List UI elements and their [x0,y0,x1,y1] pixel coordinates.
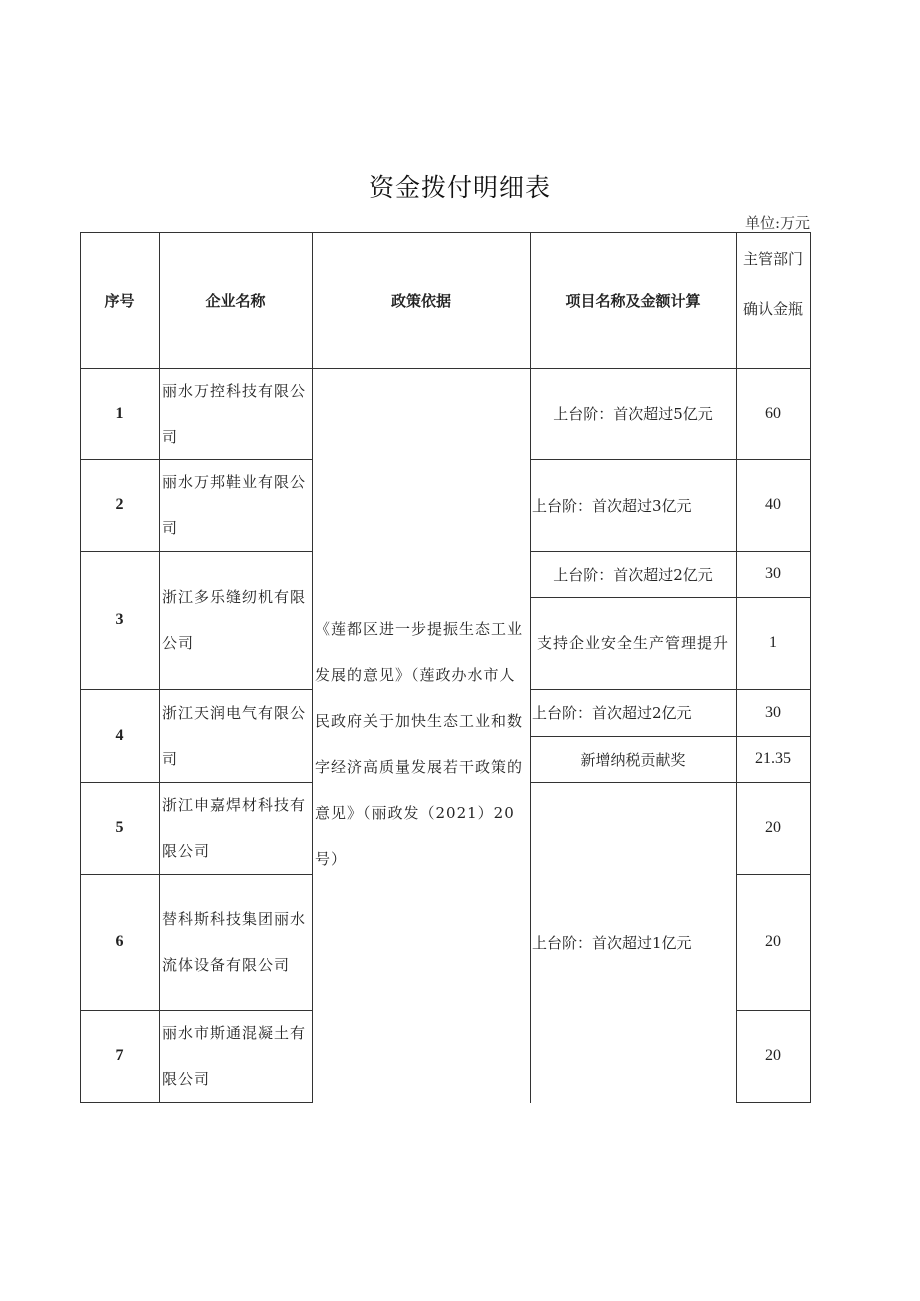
header-company: 企业名称 [205,291,266,310]
table-border-bottom [80,1102,312,1103]
row-seq: 4 [115,726,124,744]
header-amount-line1: 主管部门 [742,249,803,268]
header-seq: 序号 [104,291,135,310]
confirmed-amount: 1 [769,634,777,651]
company-name: 丽水万邦鞋业有限公司 [162,473,307,537]
table-border-bottom [736,1102,811,1103]
header-amount-line2: 确认金瓶 [742,299,803,318]
row-seq: 3 [115,611,124,628]
row-seq: 1 [115,404,124,422]
confirmed-amount: 30 [765,703,781,721]
confirmed-amount: 30 [765,565,781,582]
project-name: 上台阶：首次超过1亿元 [532,933,692,952]
row-seq: 5 [115,819,124,836]
company-name: 浙江天润电气有限公司 [162,703,307,768]
confirmed-amount: 21.35 [755,750,791,767]
company-name: 替科斯科技集团丽水流体设备有限公司 [162,910,307,974]
project-name: 新增纳税贡献奖 [580,750,686,769]
company-name: 丽水市斯通混凝土有限公司 [162,1024,307,1088]
col-line [810,232,811,1103]
project-name: 支持企业安全生产管理提升 [536,634,729,652]
confirmed-amount: 40 [765,496,781,513]
project-name: 上台阶：首次超过2亿元 [553,565,713,584]
company-name: 浙江多乐缝纫机有限公司 [162,588,307,652]
page-title: 资金拨付明细表 [368,173,551,202]
confirmed-amount: 20 [765,1047,781,1064]
row-seq: 2 [115,496,124,513]
header-policy: 政策依据 [390,291,451,310]
confirmed-amount: 60 [765,404,781,422]
project-name: 上台阶：首次超过5亿元 [553,405,713,423]
row-seq: 7 [115,1047,124,1064]
project-name: 上台阶：首次超过3亿元 [532,496,692,515]
confirmed-amount: 20 [765,819,781,836]
row-seq: 6 [115,933,124,950]
company-name: 浙江申嘉焊材科技有限公司 [162,796,307,860]
company-name: 丽水万控科技有限公司 [162,381,307,446]
confirmed-amount: 20 [765,933,781,950]
header-project: 项目名称及金额计算 [565,291,701,310]
project-name: 上台阶：首次超过2亿元 [532,704,692,722]
unit-label: 单位:万元 [744,214,810,232]
policy-basis: 《莲都区进一步提振生态工业发展的意见》（莲政办水市人民政府关于加快生态工业和数字经济高质量发展若干政策的意见》（丽政发（2021）20号） [315,620,524,868]
